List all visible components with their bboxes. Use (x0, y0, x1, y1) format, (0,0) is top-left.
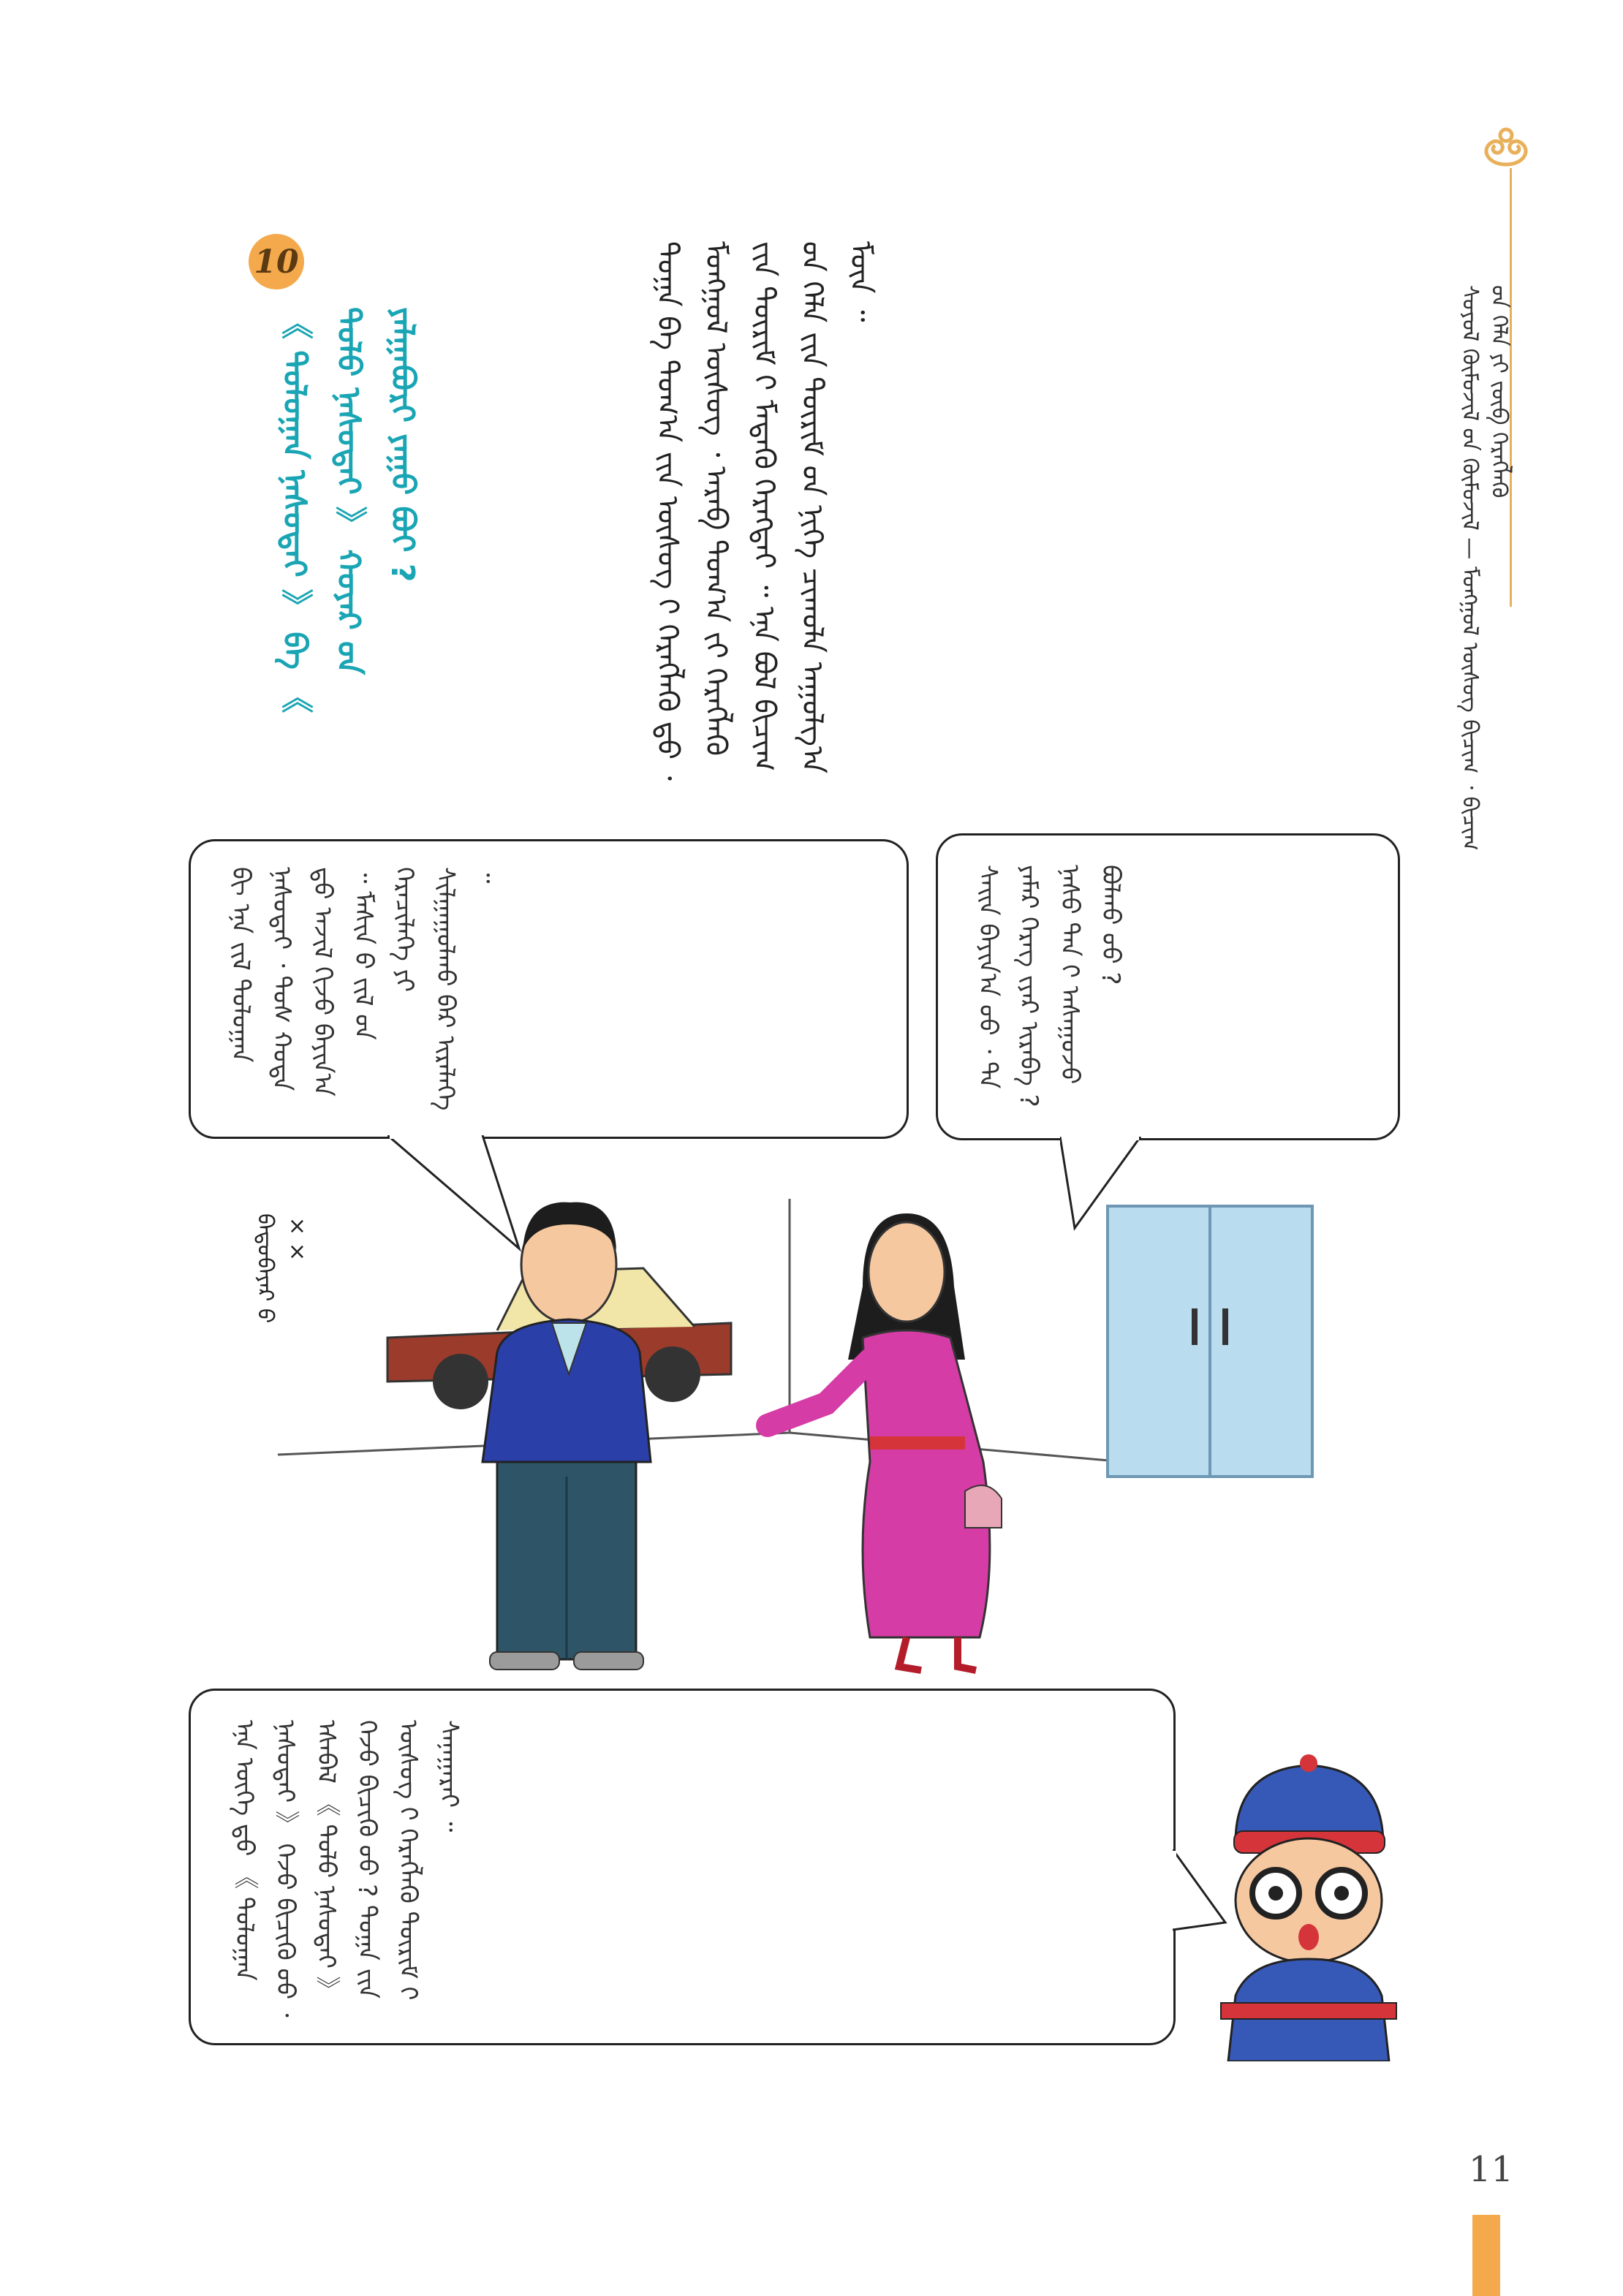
speech-bubble-woman (936, 833, 1400, 1140)
figure-caption: ᠪᠠᠲᠤᠪᠠᠶᠠᠷ ᠤ᠋ ×× (252, 1213, 310, 1324)
woman-figure (768, 1213, 1002, 1670)
speech-bubble-man (189, 839, 909, 1139)
child-figure (1192, 1754, 1426, 2061)
speech-text-man: ᠪᠢ ᠡᠨᠡ ᠵᠢᠯ ᠳᠣᠯᠣᠭᠠᠨ ᠨᠠᠰᠤᠲᠠᠢ ᠂ ᠲᠤᠰ ᠬᠣᠲᠠ ᠳ᠋ᠤ ᠠᠵᠢᠯ ᠬᠢᠵᠦ ᠪᠠᠶᠢᠨ᠎ᠠ ᠃ ᠮᠠᠰᠢᠨ ᠤ᠋ ᠵᠢᠯ ᠤ᠋ᠨ ᠭᠡᠷᠡᠴᠢᠯᠡᠬᠡ ᠶᠢ ᠰᠢᠯᠭᠠᠭᠤᠯᠬᠤ ᠪᠠᠷ ᠢᠷᠡᠯᠡᠭᠡ ᠃ (226, 867, 501, 1111)
page-edge-tab (1472, 2215, 1500, 2296)
speech-bubble-kid (189, 1689, 1176, 2045)
ornament-icon (1473, 121, 1539, 179)
speech-text-kid: ᠡᠨᠡ ᠦᠭᠡ ᠳ᠋ᠦ 《 ᠳᠣᠯᠣᠭᠠᠨ ᠨᠠᠰᠤᠲᠠᠢ 》 ᠭᠡᠵᠦ ᠪᠢᠴᠢᠬᠦ ᠦᠦ ᠂ ᠡᠰᠡᠪᠡᠯ 《 ᠳᠣᠯᠣ ᠨᠠᠰᠤᠲᠠᠢ 》 ᠭᠡᠵᠦ ᠪᠢᠴᠢᠬᠦ ᠦᠦ ? ᠲᠣᠭᠠ ᠶ᠋ᠢᠨ ᠦᠰᠦᠭ ᠢ᠋ ᠬᠡᠷᠡᠭᠯᠡᠬᠦ ᠳᠦᠷᠢᠮ ᠢ᠋ ᠰᠠᠨᠠᠭᠠᠷᠠᠢ ᠃ (230, 1720, 464, 2017)
page-number: 11 (1468, 2149, 1513, 2190)
running-head: ᠰᠣᠶᠣᠯ ᠬᠦᠮᠦᠵᠢᠯ ᠤ᠋ᠨ ᠬᠥᠮᠦᠵᠢᠯ — ᠮᠣᠩᠭᠣᠯ ᠦᠰᠦᠭ ᠪᠢᠴᠢᠭ᠋ ᠂ ᠪᠢᠴᠢᠭ᠋ ᠤ᠋ᠨ ᠬᠡᠯᠡ ᠶᠢ ᠵᠥᠪ ᠬᠡᠷᠡᠭᠯᠡᠬᠦ (1457, 285, 1512, 851)
body-paragraph: ᠲᠣᠭᠠ ᠪᠠ ᠲᠣᠭ᠎ᠠ ᠶ᠋ᠢᠨ ᠦᠰᠦᠭ ᠢ᠋ ᠬᠡᠷᠡᠭᠯᠡᠬᠦ ᠳ᠋ᠦ ᠂ ᠮᠣᠩᠭᠣᠯ ᠦᠰᠦᠭ ᠂ ᠠᠷᠠᠪ ᠲᠣᠭ᠎ᠠ ᠶ᠋ᠢ ᠬᠡᠷᠡᠭᠯᠡᠬᠦ ᠶ᠋ᠢᠨ ᠳᠦᠷᠢᠮ ᠢ᠋ ᠮᠡᠳᠡᠬᠦ ᠬᠡᠷᠡᠭᠲᠡᠢ ᠃ ᠡᠨᠡ ᠪᠣᠯ ᠪᠢᠴᠢᠭ᠋ ᠤ᠋ᠨ ᠬᠡᠯᠡ ᠶ᠋ᠢᠨ ᠳᠦᠷᠢᠮ ᠤ᠋ᠨ ᠨᠢᠭᠡ ᠴᠢᠬᠤᠯᠠ ᠠᠭᠤᠯᠭ᠎ᠠ ᠮᠥᠨ ᠃ (651, 241, 877, 781)
office-scene-illustration (263, 1184, 1323, 1696)
speech-text-woman: ᠰᠠᠢᠨ ᠪᠠᠶᠢᠨ᠎ᠠ ᠤᠤ ᠂ ᠲᠠ ᠶᠠᠮᠠᠷ ᠬᠡᠷᠡᠭ ᠢ᠋ᠶᠡᠷ ᠢᠷᠡᠪᠡ ? ᠨᠠᠰᠤ ᠲᠠᠨ ᠢ᠋ ᠠᠰᠠᠭᠤᠵᠤ ᠪᠣᠯᠬᠤ ᠤᠤ ? (973, 865, 1125, 1107)
question-number-badge: 10 (249, 234, 304, 289)
question-text: 《 ᠳᠣᠯᠣᠭᠠᠨ ᠨᠠᠰᠤᠲᠠᠢ 》 ᠪᠠ 《 ᠳᠣᠯᠣ ᠨᠠᠰᠤᠲᠠᠢ 》 ᠬᠣᠶᠠᠷ ᠤ᠋ᠨ ᠶᠠᠯᠭᠠᠪᠤᠷᠢ ᠶᠠᠭᠤ ᠪᠤᠢ ? (276, 307, 421, 713)
